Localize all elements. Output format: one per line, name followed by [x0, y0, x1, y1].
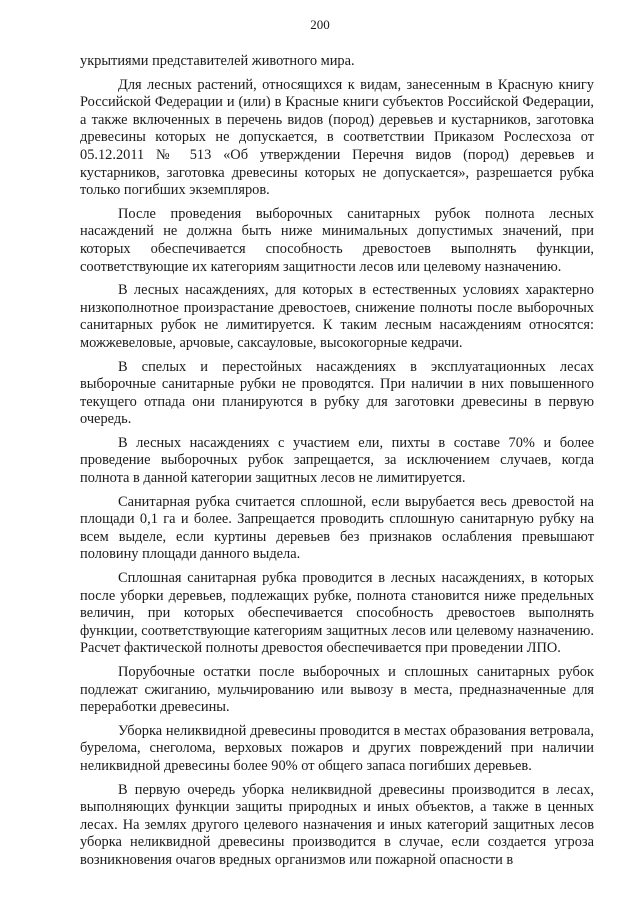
paragraph: После проведения выборочных санитарных рубок полнота лесных насаждений не должна быть ниже минимальных допустимых значений, при которых обеспечивается способность древостоев выполнять функции, соответствующие их категориям защитности лесов или целевому назначению.	[80, 205, 594, 275]
page-number: 200	[310, 17, 330, 32]
paragraph: Санитарная рубка считается сплошной, если вырубается весь древостой на площади 0,1 га и более. Запрещается проводить сплошную санитарную рубку на всем выделе, если куртины деревьев без признаков ослабления превышают половину площади данного выдела.	[80, 493, 594, 563]
paragraph: В первую очередь уборка неликвидной древесины производится в лесах, выполняющих функции защиты природных и иных объектов, а также в ценных лесах. На землях другого целевого назначения и иных категорий защитных лесов уборка неликвидной древесины производится в случае, если создается угроза возникновения очагов вредных организмов или пожарной опасности в	[80, 781, 594, 868]
paragraph: В лесных насаждениях, для которых в естественных условиях характерно низкополнотное произрастание древостоев, снижение полноты после выборочных санитарных рубок не лимитируется. К таким лесным насаждениям относятся: можжевеловые, арчовые, саксауловые, высокогорные кедрачи.	[80, 282, 594, 351]
paragraph: В лесных насаждениях с участием ели, пихты в составе 70% и более проведение выборочных рубок запрещается, за исключением случаев, когда полнота в данной категории защитных лесов не лимитируется.	[80, 434, 594, 487]
paragraph: В спелых и перестойных насаждениях в эксплуатационных лесах выборочные санитарные рубки не проводятся. При наличии в них повышенного текущего отпада они планируются в рубку для заготовки древесины в первую очередь.	[80, 358, 594, 428]
paragraph: Уборка неликвидной древесины проводится в местах образования ветровала, бурелома, снеголома, верховых пожаров и других повреждений при наличии неликвидной древесины более 90% от общего запаса погибших деревьев.	[80, 722, 594, 774]
paragraph: Порубочные остатки после выборочных и сплошных санитарных рубок подлежат сжиганию, мульчированию или вывозу в места, предназначенные для переработки древесины.	[80, 664, 594, 716]
paragraph-continuation: укрытиями представителей животного мира.	[80, 53, 355, 69]
paragraph: Сплошная санитарная рубка проводится в лесных насаждениях, в которых после уборки деревьев, подлежащих рубке, полнота становится ниже предельных величин, при которых обеспечивается способность древостоев выполнять функции, соответствующие категориям защитных лесов или целевому назначению. Расчет фактической полноты древостоя обеспечивается при проведении ЛПО.	[80, 570, 594, 657]
paragraph: Для лесных растений, относящихся к видам, занесенным в Красную книгу Российской Федерации и (или) в Красные книги субъектов Российской Федерации, а также включенных в перечень видов (пород) деревьев и кустарников, заготовка древесины которых не допускается, в соответствии Приказом Рослесхоза от 05.12.2011 № 513 «Об утверждении Перечня видов (пород) деревьев и кустарников, заготовка древесины которых не допускается», разрешается рубка только погибших экземпляров.	[80, 76, 594, 199]
document-body	[80, 53, 594, 876]
